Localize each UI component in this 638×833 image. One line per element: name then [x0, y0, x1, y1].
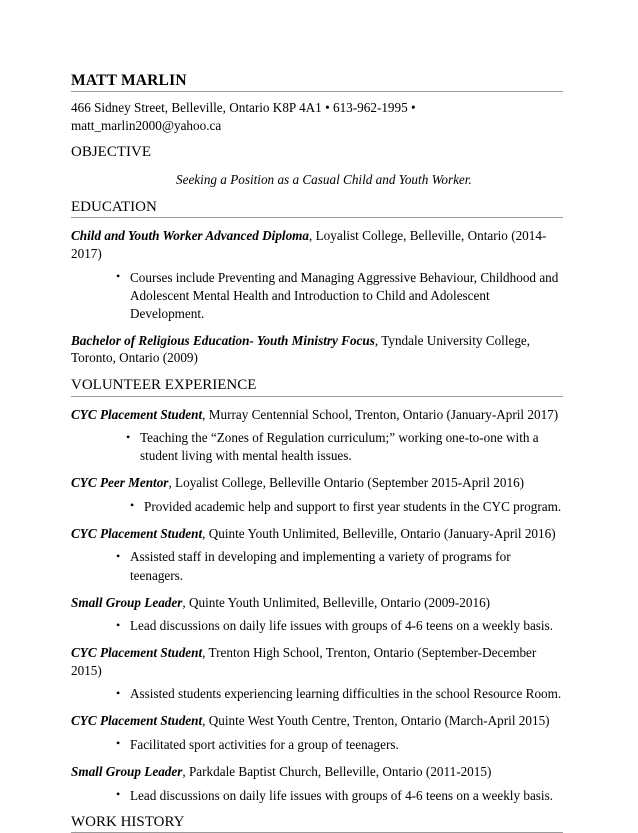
- list-item: • Courses include Preventing and Managing Aggressive Behaviour, Childhood and Adolescent Mental Health and Introduction to Child and Adolescent Development.: [116, 269, 563, 323]
- candidate-name: MATT MARLIN: [71, 72, 187, 89]
- education-entry: [71, 332, 563, 367]
- education-divider: [71, 217, 563, 218]
- list-item: • Provided academic help and support to first year students in the CYC program.: [130, 498, 563, 516]
- volunteer-entry-bullets: [71, 617, 563, 635]
- volunteer-entry: [71, 474, 563, 492]
- volunteer-experience-divider: [71, 396, 563, 397]
- volunteer-entry: [71, 406, 563, 424]
- volunteer-entry: [71, 712, 563, 730]
- list-item: • Lead discussions on daily life issues with groups of 4-6 teens on a weekly basis.: [116, 787, 563, 805]
- volunteer-entry: [71, 525, 563, 543]
- objective-statement: Seeking a Position as a Casual Child and Youth Worker.: [176, 171, 472, 187]
- volunteer-entry-bullets: [71, 685, 563, 703]
- volunteer-entry: [71, 763, 563, 781]
- volunteer-entry: [71, 594, 563, 612]
- education-entry: [71, 227, 563, 262]
- volunteer-entry-detail: , Parkdale Baptist Church, Belleville, Ontario (2011-2015): [182, 764, 492, 780]
- section-heading-volunteer-experience: VOLUNTEER EXPERIENCE: [71, 376, 257, 393]
- resume-document: [71, 72, 563, 833]
- education-entry-title: Child and Youth Worker Advanced Diploma: [71, 228, 310, 244]
- volunteer-entry-title: CYC Placement Student: [71, 645, 203, 661]
- volunteer-entry-title: CYC Placement Student: [71, 525, 203, 541]
- section-heading-education: EDUCATION: [71, 198, 157, 215]
- volunteer-entry-title: Small Group Leader: [71, 594, 183, 610]
- volunteer-entry-bullets: [71, 429, 563, 465]
- education-entry-detail: , Tyndale University College, Toronto, Ontario (2009): [71, 332, 531, 366]
- volunteer-entry-title: CYC Peer Mentor: [71, 475, 169, 491]
- volunteer-entry-detail: , Quinte West Youth Centre, Trenton, Ontario (March-April 2015): [202, 713, 550, 729]
- volunteer-entry-detail: , Loyalist College, Belleville Ontario (September 2015-April 2016): [168, 475, 525, 491]
- list-item: • Assisted students experiencing learning difficulties in the school Resource Room.: [116, 685, 563, 703]
- volunteer-entry-title: CYC Placement Student: [71, 406, 203, 422]
- volunteer-entry: [71, 644, 563, 679]
- volunteer-entry-detail: , Quinte Youth Unlimited, Belleville, Ontario (January-April 2016): [202, 525, 556, 541]
- volunteer-entry-bullets: [71, 498, 563, 516]
- volunteer-entry-title: CYC Placement Student: [71, 713, 203, 729]
- volunteer-entry-detail: , Quinte Youth Unlimited, Belleville, Ontario (2009-2016): [182, 594, 491, 610]
- education-entry-bullets: [71, 269, 563, 323]
- list-item: • Teaching the “Zones of Regulation curriculum;” working one-to-one with a student living with mental health issues.: [126, 429, 563, 465]
- volunteer-entry-detail: , Murray Centennial School, Trenton, Ontario (January-April 2017): [202, 406, 559, 422]
- section-heading-work-history: WORK HISTORY: [71, 813, 185, 830]
- name-divider: [71, 91, 563, 92]
- contact-line: 466 Sidney Street, Belleville, Ontario K8P 4A1 • 613-962-1995 • matt_marlin2000@yahoo.ca: [71, 100, 416, 133]
- list-item: • Facilitated sport activities for a group of teenagers.: [116, 736, 563, 754]
- list-item: • Lead discussions on daily life issues with groups of 4-6 teens on a weekly basis.: [116, 617, 563, 635]
- volunteer-entry-bullets: [71, 548, 563, 584]
- list-item: • Assisted staff in developing and implementing a variety of programs for teenagers.: [116, 548, 563, 584]
- education-entry-detail: , Loyalist College, Belleville, Ontario (2014-2017): [71, 228, 547, 261]
- volunteer-entry-title: Small Group Leader: [71, 764, 183, 780]
- volunteer-entry-bullets: [71, 736, 563, 754]
- section-heading-objective: OBJECTIVE: [71, 144, 151, 161]
- volunteer-entry-detail: , Trenton High School, Trenton, Ontario (September-December 2015): [71, 645, 537, 678]
- volunteer-entry-bullets: [71, 787, 563, 805]
- education-entry-title: Bachelor of Religious Education- Youth Ministry Focus: [71, 332, 375, 348]
